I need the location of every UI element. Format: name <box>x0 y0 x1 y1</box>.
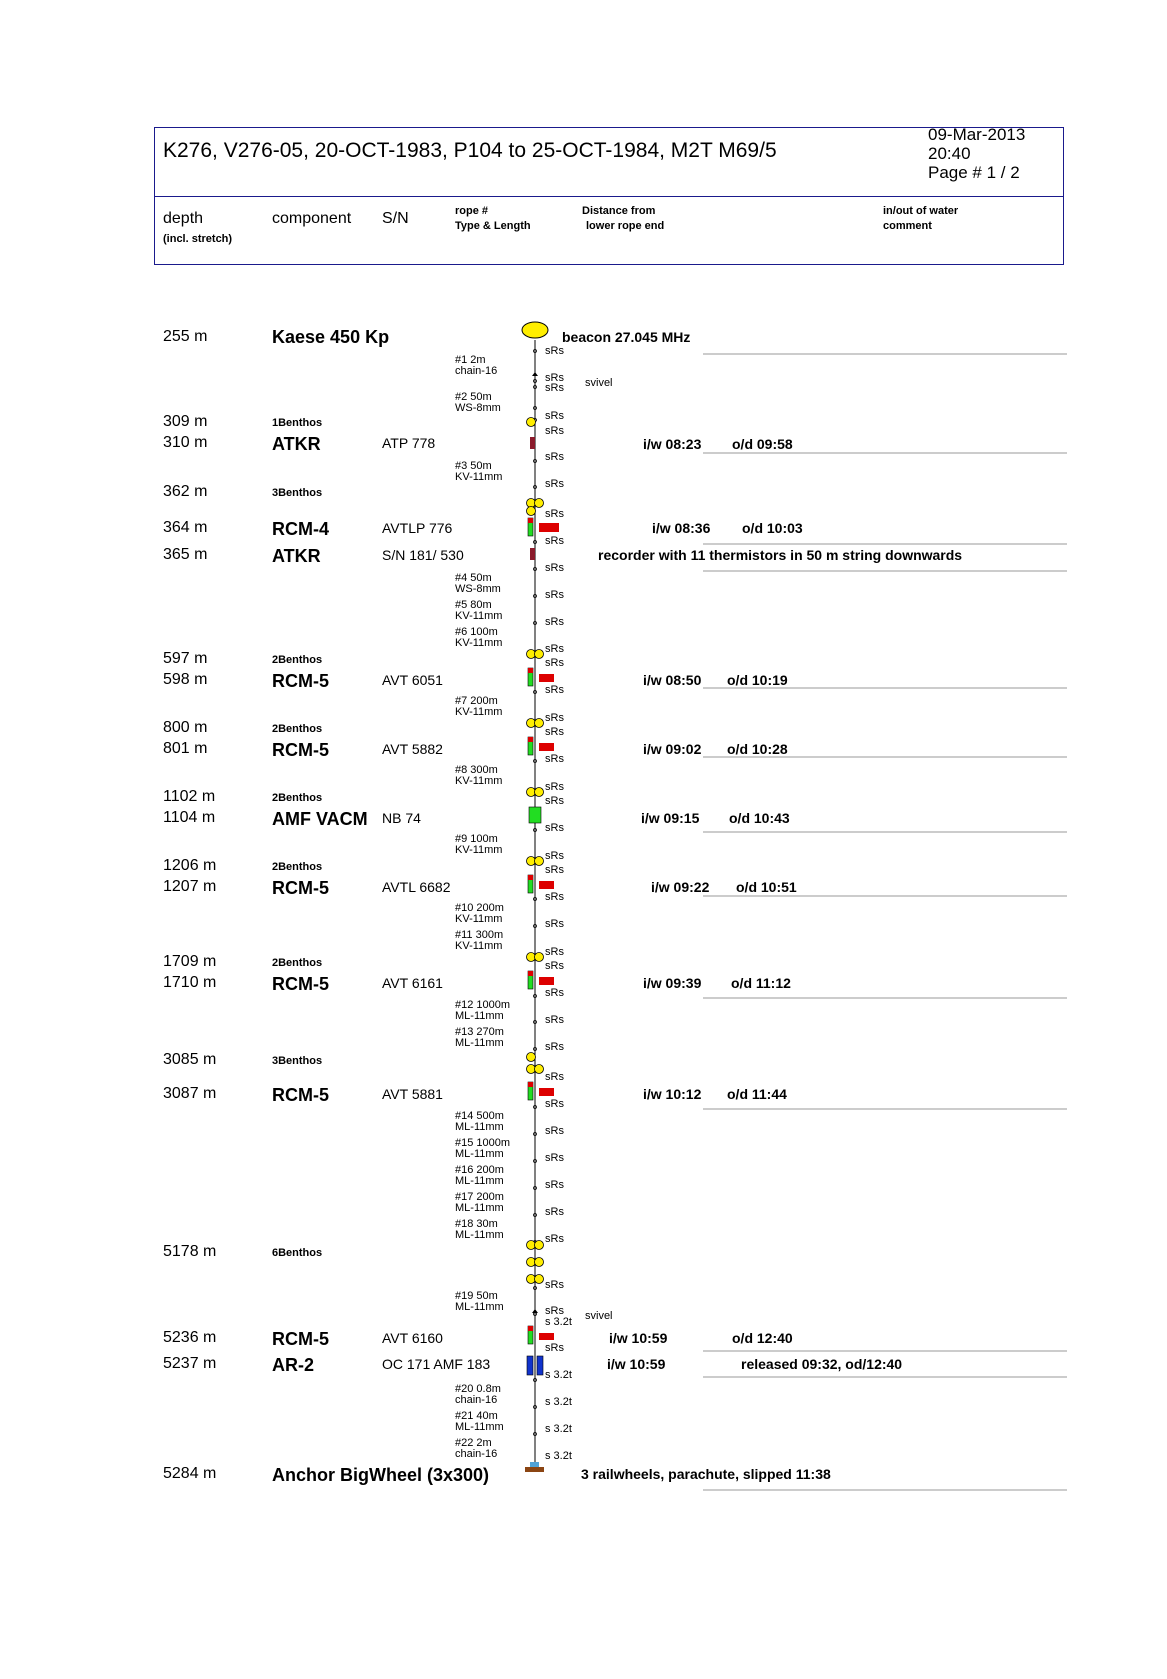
col-depth-sub: (incl. stretch) <box>163 233 233 245</box>
rope-num: #8 300m <box>455 764 498 776</box>
row-depth: 1104 m <box>163 809 216 826</box>
rope-num: #2 50m <box>455 391 492 403</box>
row-component: 2Benthos <box>272 861 323 873</box>
row-depth: 598 m <box>163 671 208 688</box>
s32-label: s 3.2t <box>545 1369 572 1381</box>
beacon-buoy-icon <box>522 322 548 338</box>
row-depth: 5284 m <box>163 1465 217 1482</box>
swivel-icon <box>532 1309 538 1313</box>
srs-label: sRs <box>545 508 564 520</box>
rope-type: chain-16 <box>455 1448 498 1460</box>
rope-num: #5 80m <box>455 599 492 611</box>
row-outwater: o/d 11:12 <box>731 975 791 991</box>
rope-num: #12 1000m <box>455 999 511 1011</box>
srs-label: sRs <box>545 781 564 793</box>
rope-num: #18 30m <box>455 1218 498 1230</box>
svivel-label: svivel <box>585 1310 613 1322</box>
s32-label: s 3.2t <box>545 1396 572 1408</box>
row-sn: ATP 778 <box>382 435 436 451</box>
row-depth: 5237 m <box>163 1355 217 1372</box>
srs-label: sRs <box>545 1233 564 1245</box>
rope-type: ML-11mm <box>455 1421 504 1433</box>
row-depth: 365 m <box>163 546 208 563</box>
row-sn: NB 74 <box>382 810 421 826</box>
row-component: RCM-5 <box>272 974 329 994</box>
srs-label: sRs <box>545 657 564 669</box>
atkr-icon <box>530 548 535 560</box>
srs-label: sRs <box>545 425 564 437</box>
rope-num: #1 2m <box>455 354 486 366</box>
row-depth: 362 m <box>163 483 208 500</box>
row-outwater: o/d 10:19 <box>727 672 788 688</box>
rope-num: #15 1000m <box>455 1137 511 1149</box>
row-outwater: o/d 10:51 <box>736 879 797 895</box>
srs-label: sRs <box>545 918 564 930</box>
row-depth: 3085 m <box>163 1051 217 1068</box>
row-component: 2Benthos <box>272 957 323 969</box>
row-component: 2Benthos <box>272 723 323 735</box>
row-component: RCM-4 <box>272 519 329 539</box>
srs-label: sRs <box>545 345 564 357</box>
row-component: 6Benthos <box>272 1247 323 1259</box>
rope-num: #7 200m <box>455 695 498 707</box>
row-depth: 310 m <box>163 434 208 451</box>
rope-type: KV-11mm <box>455 471 503 483</box>
anchor-icon <box>525 1462 544 1472</box>
row-depth: 364 m <box>163 519 208 536</box>
rope-num: #4 50m <box>455 572 492 584</box>
srs-label: sRs <box>545 960 564 972</box>
rope-type: ML-11mm <box>455 1202 504 1214</box>
srs-label: sRs <box>545 850 564 862</box>
row-component: 3Benthos <box>272 487 323 499</box>
srs-label: sRs <box>545 1179 564 1191</box>
rope-num: #16 200m <box>455 1164 504 1176</box>
rope-type: KV-11mm <box>455 940 503 952</box>
srs-label: sRs <box>545 1041 564 1053</box>
row-component: AR-2 <box>272 1355 315 1375</box>
row-component: AMF VACM <box>272 809 368 829</box>
rope-num: #11 300m <box>455 929 504 941</box>
row-component: 2Benthos <box>272 792 323 804</box>
rope-type: ML-11mm <box>455 1148 504 1160</box>
srs-label: sRs <box>545 684 564 696</box>
row-depth: 1710 m <box>163 974 217 991</box>
srs-label: sRs <box>545 726 564 738</box>
srs-label: sRs <box>545 864 564 876</box>
row-outwater: o/d 10:28 <box>727 741 788 757</box>
page-title: K276, V276-05, 20-OCT-1983, P104 to 25-OCT-1984, M2T M69/5 <box>163 139 777 162</box>
rope-num: #6 100m <box>455 626 498 638</box>
row-inwater: i/w 08:23 <box>643 436 702 452</box>
rope-num: #19 50m <box>455 1290 498 1302</box>
srs-label: sRs <box>545 1206 564 1218</box>
srs-label: sRs <box>545 589 564 601</box>
row-sn: OC 171 AMF 183 <box>382 1356 491 1372</box>
srs-label: sRs <box>545 382 564 394</box>
srs-label: sRs <box>545 1342 564 1354</box>
srs-label: sRs <box>545 410 564 422</box>
swivel-icon <box>532 372 538 376</box>
rope-type: KV-11mm <box>455 610 503 622</box>
row-component: RCM-5 <box>272 878 329 898</box>
srs-label: sRs <box>545 891 564 903</box>
rope-type: ML-11mm <box>455 1175 504 1187</box>
rope-type: KV-11mm <box>455 775 503 787</box>
row-comment: 3 railwheels, parachute, slipped 11:38 <box>581 1466 831 1482</box>
row-depth: 800 m <box>163 719 208 736</box>
srs-label: sRs <box>545 616 564 628</box>
rope-type: WS-8mm <box>455 402 501 414</box>
row-comment: released 09:32, od/12:40 <box>741 1356 903 1372</box>
row-outwater: o/d 11:44 <box>727 1086 787 1102</box>
srs-label: sRs <box>545 1125 564 1137</box>
row-component: 2Benthos <box>272 654 323 666</box>
rope-type: chain-16 <box>455 1394 498 1406</box>
srs-label: sRs <box>545 451 564 463</box>
rcm-instruments <box>528 518 559 1344</box>
rope-num: #9 100m <box>455 833 498 845</box>
row-inwater: i/w 10:12 <box>643 1086 702 1102</box>
rope-type: WS-8mm <box>455 583 501 595</box>
srs-label: sRs <box>545 946 564 958</box>
row-comment: recorder with 11 thermistors in 50 m string downwards <box>598 547 963 563</box>
srs-label: sRs <box>545 1279 564 1291</box>
srs-label: sRs <box>545 1098 564 1110</box>
row-sn: AVT 6161 <box>382 975 443 991</box>
srs-label: sRs <box>545 753 564 765</box>
row-component: Kaese 450 Kp <box>272 327 390 347</box>
srs-label: sRs <box>545 372 564 384</box>
rope-type: ML-11mm <box>455 1037 504 1049</box>
srs-label: sRs <box>545 1305 564 1317</box>
svivel-label: svivel <box>585 377 613 389</box>
rope-num: #13 270m <box>455 1026 504 1038</box>
row-outwater: o/d 10:43 <box>729 810 790 826</box>
row-depth: 1206 m <box>163 857 217 874</box>
vacm-icon <box>529 807 541 823</box>
row-outwater: o/d 09:58 <box>732 436 793 452</box>
header-date: 09-Mar-2013 <box>928 125 1026 144</box>
srs-label: sRs <box>545 795 564 807</box>
row-component: Anchor BigWheel (3x300) <box>272 1465 490 1485</box>
srs-label: sRs <box>545 562 564 574</box>
rope-type: ML-11mm <box>455 1301 504 1313</box>
row-depth: 1102 m <box>163 788 216 805</box>
srs-label: sRs <box>545 643 564 655</box>
row-inwater: i/w 09:02 <box>643 741 702 757</box>
atkr-icon <box>530 437 535 449</box>
rope-num: #14 500m <box>455 1110 504 1122</box>
srs-label: sRs <box>545 987 564 999</box>
s32-label: s 3.2t <box>545 1316 572 1328</box>
col-component: component <box>272 210 352 227</box>
col-inout-2: comment <box>883 220 932 232</box>
rope-num: #22 2m <box>455 1437 492 1449</box>
row-depth: 255 m <box>163 328 208 345</box>
row-inwater: i/w 08:36 <box>652 520 711 536</box>
col-distance-1: Distance from <box>582 205 656 217</box>
row-outwater: o/d 12:40 <box>732 1330 793 1346</box>
col-distance-2: lower rope end <box>586 220 665 232</box>
row-component: RCM-5 <box>272 671 329 691</box>
col-rope-1: rope # <box>455 205 489 217</box>
row-component: 3Benthos <box>272 1055 323 1067</box>
row-sn: AVT 6051 <box>382 672 443 688</box>
rope-type: KV-11mm <box>455 844 503 856</box>
srs-label: sRs <box>545 712 564 724</box>
row-sn: AVTL 6682 <box>382 879 451 895</box>
rope-num: #3 50m <box>455 460 492 472</box>
row-depth: 3087 m <box>163 1085 217 1102</box>
rope-num: #21 40m <box>455 1410 498 1422</box>
rope-type: KV-11mm <box>455 913 503 925</box>
row-outwater: o/d 10:03 <box>742 520 803 536</box>
row-sn: S/N 181/ 530 <box>382 547 464 563</box>
row-depth: 1207 m <box>163 878 217 895</box>
rope-type: chain-16 <box>455 365 498 377</box>
rope-num: #17 200m <box>455 1191 504 1203</box>
srs-label: sRs <box>545 822 564 834</box>
col-sn: S/N <box>382 210 409 227</box>
header-time: 20:40 <box>928 144 971 163</box>
row-component: RCM-5 <box>272 1329 329 1349</box>
srs-label: sRs <box>545 1152 564 1164</box>
srs-label: sRs <box>545 1071 564 1083</box>
row-inwater: i/w 09:22 <box>651 879 710 895</box>
rope-type: KV-11mm <box>455 637 503 649</box>
row-component: ATKR <box>272 546 321 566</box>
rope-type: KV-11mm <box>455 706 503 718</box>
col-depth: depth <box>163 210 204 227</box>
row-component: RCM-5 <box>272 740 329 760</box>
s32-label: s 3.2t <box>545 1450 572 1462</box>
s32-label: s 3.2t <box>545 1423 572 1435</box>
row-depth: 5236 m <box>163 1329 217 1346</box>
header-page: Page # 1 / 2 <box>928 163 1020 182</box>
row-depth: 309 m <box>163 413 208 430</box>
row-sn: AVTLP 776 <box>382 520 453 536</box>
row-sn: AVT 5882 <box>382 741 443 757</box>
row-comment: beacon 27.045 MHz <box>562 329 691 345</box>
col-inout-1: in/out of water <box>883 205 959 217</box>
row-inwater: i/w 09:15 <box>641 810 700 826</box>
row-depth: 5178 m <box>163 1243 217 1260</box>
row-inwater: i/w 10:59 <box>609 1330 668 1346</box>
rope-type: ML-11mm <box>455 1010 504 1022</box>
srs-label: sRs <box>545 1014 564 1026</box>
col-rope-2: Type & Length <box>455 220 531 232</box>
row-inwater: i/w 09:39 <box>643 975 702 991</box>
row-depth: 801 m <box>163 740 208 757</box>
row-sn: AVT 5881 <box>382 1086 443 1102</box>
srs-label: sRs <box>545 478 564 490</box>
row-component: 1Benthos <box>272 417 323 429</box>
row-inwater: i/w 10:59 <box>607 1356 666 1372</box>
rope-type: ML-11mm <box>455 1121 504 1133</box>
row-component: ATKR <box>272 434 321 454</box>
row-inwater: i/w 08:50 <box>643 672 702 688</box>
row-depth: 1709 m <box>163 953 217 970</box>
row-component: RCM-5 <box>272 1085 329 1105</box>
row-depth: 597 m <box>163 650 208 667</box>
row-sn: AVT 6160 <box>382 1330 443 1346</box>
rope-num: #20 0.8m <box>455 1383 501 1395</box>
srs-label: sRs <box>545 535 564 547</box>
rope-type: ML-11mm <box>455 1229 504 1241</box>
rope-num: #10 200m <box>455 902 504 914</box>
